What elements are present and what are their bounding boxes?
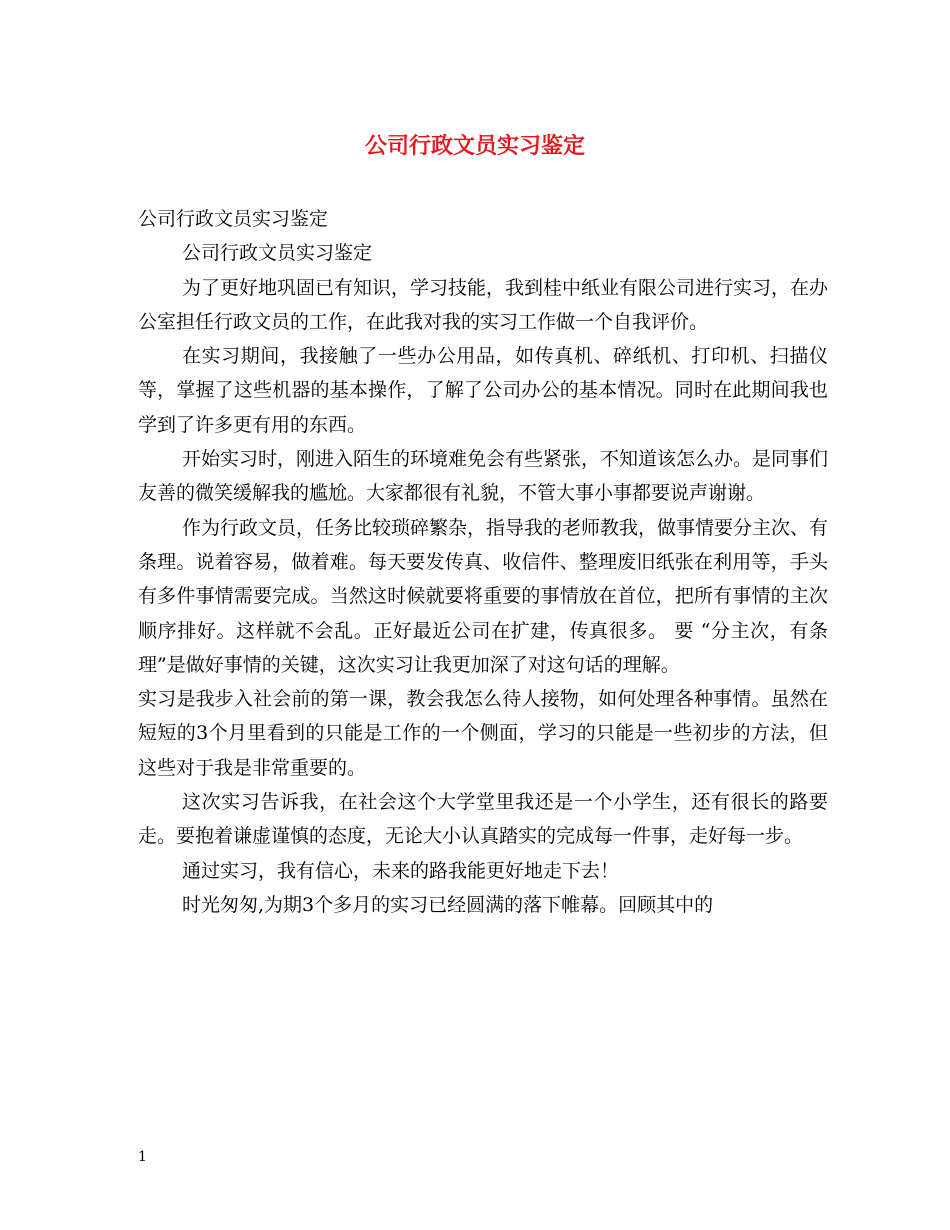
paragraph: 通过实习，我有信心，未来的路我能更好地走下去！	[182, 859, 620, 882]
page-number: 1	[138, 1149, 147, 1165]
paragraph: 时光匆匆,为期3个多月的实习已经圆满的落下帷幕。回顾其中的	[182, 893, 714, 916]
document-body	[138, 202, 828, 922]
paragraph: 这次实习告诉我，在社会这个大学堂里我还是一个小学生，还有很长的路要走。要抱着谦虚谨慎的态度，无论大小认真踏实的完成每一件事，走好每一步。	[138, 791, 828, 848]
paragraph: 实习是我步入社会前的第一课，教会我怎么待人接物，如何处理各种事情。虽然在短短的3个月里看到的只能是工作的一个侧面，学习的只能是一些初步的方法，但这些对于我是非常重要的。	[138, 688, 828, 779]
paragraph: 在实习期间，我接触了一些办公用品，如传真机、碎纸机、打印机、扫描仪等，掌握了这些机器的基本操作，了解了公司办公的基本情况。同时在此期间我也学到了许多更有用的东西。	[138, 345, 828, 436]
paragraph-heading: 公司行政文员实习鉴定	[138, 208, 329, 230]
document-title: 公司行政文员实习鉴定	[364, 133, 585, 159]
paragraph-subheading: 公司行政文员实习鉴定	[182, 242, 373, 265]
paragraph: 开始实习时，刚进入陌生的环境难免会有些紧张，不知道该怎么办。是同事们友善的微笑缓解我的尴尬。大家都很有礼貌，不管大事小事都要说声谢谢。	[138, 448, 829, 505]
paragraph: 为了更好地巩固已有知识，学习技能，我到桂中纸业有限公司进行实习，在办公室担任行政文员的工作，在此我对我的实习工作做一个自我评价。	[138, 276, 829, 333]
paragraph: 作为行政文员，任务比较琐碎繁杂，指导我的老师教我，做事情要分主次、有条理。说着容易，做着难。每天要发传真、收信件、整理废旧纸张在利用等，手头有多件事情需要完成。当然这时候就要将重要的事情放在首位，把所有事情的主次顺序排好。这样就不会乱。正好最近公司在扩建，传真很多。 要 “分主次，有条理”是做好事情的关键，这次实习让我更加深了对这句话的理解。	[138, 516, 829, 676]
